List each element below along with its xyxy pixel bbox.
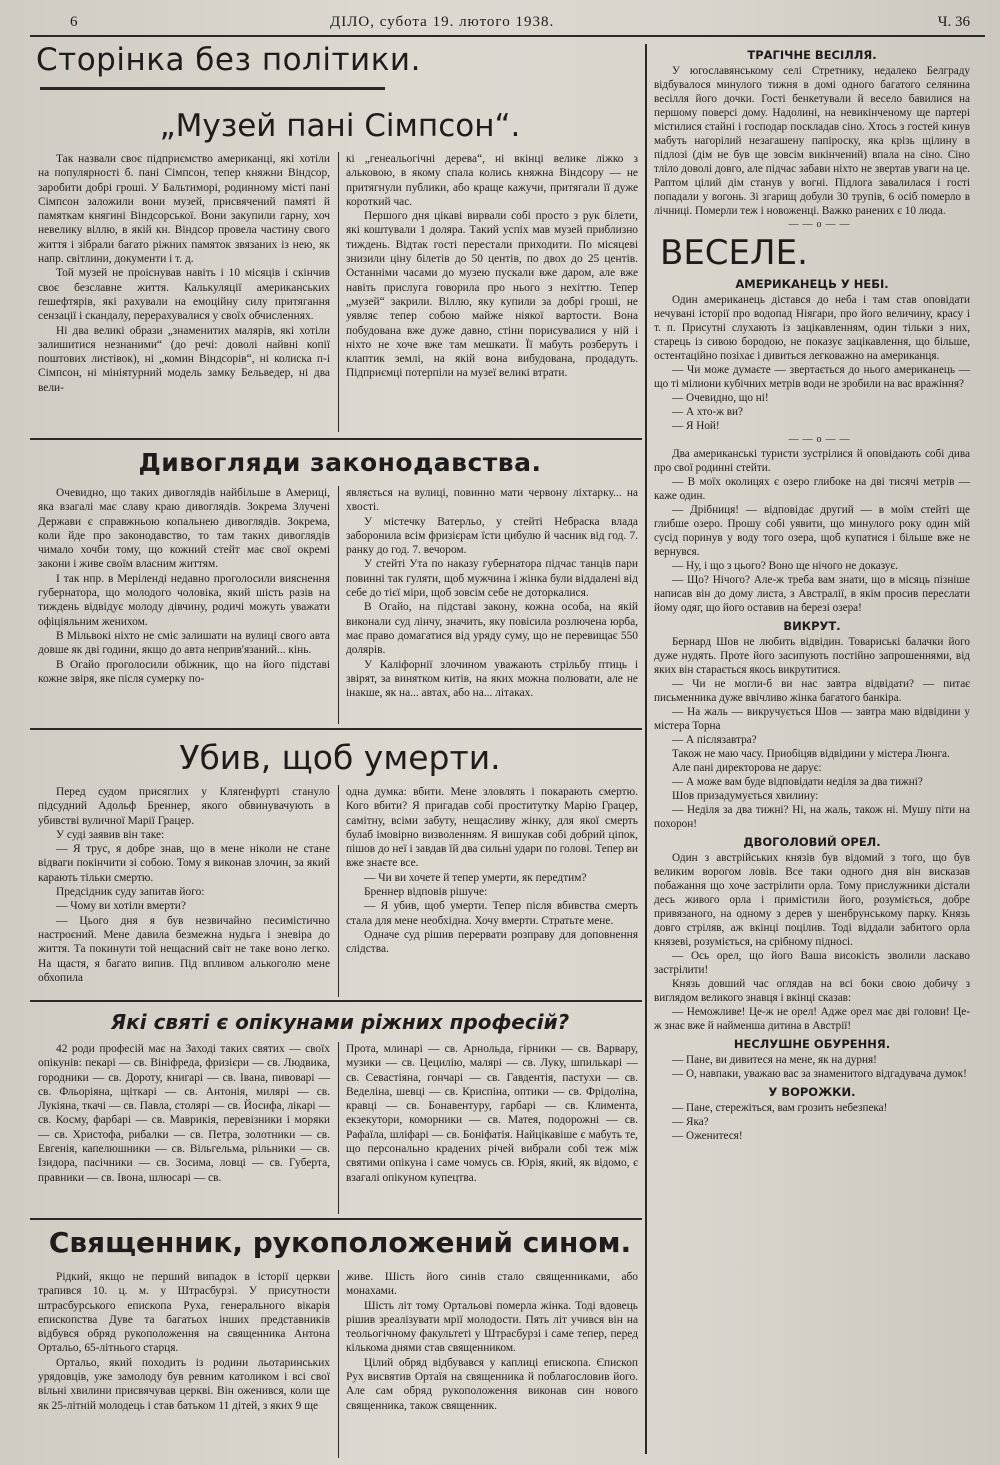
paragraph: — Я убив, щоб умерти. Тепер після вбивства смерть стала для мене необхідна. Хочу вмерти. Стратьте мене.	[346, 900, 638, 927]
paragraph: Першого дня цікаві вирвали собі просто з рук білети, які коштували 1 доляра. Такий успіх мав музей приблизно тиждень. Відтак гості перестали приходити. По місяцеві знизили ціну білетів до 50 центів, по двох до 25 центів. Останніми часами до музею пускали вже даром, але вже навіть прислуга говорила про нього з нехіттю. Тепер „музей“ закрили. Віллю, яку купили за добрі гроші, не уявляє тепер собою майже ніякої вартости. Вона побудована вже дуже давно, стіни порисувалися у ній і ніхто не хоче вже там мешкати. Її мабуть розберуть і клаптик землі, на якій вона вибудована, продадуть. Підприємці потерпіли на музеї великі втрати.	[346, 210, 638, 380]
paragraph: Бреннер відповів рішуче:	[364, 886, 488, 899]
paragraph: — Очевидно, що ні!	[672, 392, 769, 404]
article-title-law: Дивогляди законодавства.	[138, 448, 542, 477]
paragraph: Два американські туристи зустрілися й оповідають собі дива про свої родинні стейти.	[654, 448, 970, 474]
right-column	[654, 44, 970, 1459]
paragraph: — Неможливе! Це-ж не орел! Адже орел має дві голови! Це-ж знає вже й найменша дитина в Австрії!	[654, 1006, 970, 1032]
paragraph: — Пане, ви дивитеся на мене, як на дурня!	[672, 1054, 877, 1066]
article-title-killed: Убив, щоб умерти.	[179, 738, 501, 777]
column-rule	[338, 152, 339, 432]
paragraph: Шов призадумується хвилину:	[672, 790, 819, 802]
separator: ——о——	[788, 219, 854, 230]
article-divider	[30, 438, 642, 440]
saints-col-1	[38, 1042, 330, 1214]
paragraph: Одначе суд рішив перервати розправу для доповнення слідства.	[346, 928, 638, 956]
paragraph: — Я Ной!	[672, 420, 720, 432]
paragraph: — Оженитеся!	[672, 1130, 743, 1142]
column-rule	[338, 486, 339, 724]
wedding-title: ТРАГІЧНЕ ВЕСІЛЛЯ.	[747, 48, 877, 62]
paragraph: Шість літ тому Ортальові померла жінка. Тоді вдовець рішив зреалізувати мрії молодости. Пять літ учився він на теольогічному факультеті у Штрасбурзі і саме тепер, перед кількома днями став священником.	[346, 1299, 638, 1355]
paragraph: — В моїх околицях є озеро глибоке на дві тисячі метрів — каже один.	[654, 476, 970, 502]
issue-number: Ч. 36	[937, 14, 970, 30]
paragraph: В Огайо, на підставі закону, кожна особа, на якій виконали суд лінчу, значить, яку повісила розлючена юрба, має право домагатися від уряду суму, що не перевищає 550 долярів.	[346, 601, 638, 657]
paragraph: кі „генеальогічні дерева“, ні вкінці велике ліжко з альковою, в якому спала колись княжна Віндсору — не притягнули публики, або краще кажучи, притягали її дуже короткий час.	[346, 153, 638, 208]
paragraph: Ні два великі образи „знаменитих малярів, які хотіли залишитися незнаними“ (до речі: доволі найвні копії поштових листівок), ні „комин Віндсорів“, ні колиска п-і Сімпсон, ні мініятурний модель замку Бельведер, ні два вели-	[38, 324, 330, 394]
column-rule	[338, 1270, 339, 1458]
paragraph: — Чи ви хочете й тепер умерти, як передтим?	[364, 871, 587, 884]
paragraph: — Що? Нічого? Але-ж треба вам знати, що в місяць пізніше написав він до дому листа, з Австралії, в якім просив переслати йому одяг, що його оставив на березі озера!	[654, 574, 970, 614]
paragraph: У суді заявив він таке:	[56, 828, 165, 841]
paragraph: 42 роди професій має на Заході таких святих — своїх опікунів: пекарі — св. Вініфреда, фризієри — св. Людвика, городники — св. Дороту, книгарі — св. Івана, пивоварі — св. Фльоріяна, щіткарі — св. Антонія, милярі — св. Лукіяна, ткачі — св. Павла, столярі — св. Йосифа, лікарі — св. Косму, фарбарі — св. Маврикія, перевізники і моряки — св. Христофа, рибалки — св. Петра, золотники — св. Евгенія, капелюшники — св. Вільгельма, рільники — св. Ізидора, пасічники — св. Зосима, ловці — св. Губерта, правники — св. Івона, шлюсарі — св.	[38, 1043, 330, 1184]
impolite-title: НЕСЛУШНЕ ОБУРЕННЯ.	[733, 1037, 891, 1051]
paragraph: Очевидно, що таких дивоглядів найбільше в Америці, яка взагалі має славу краю дивоглядів. Зокрема Злучені Держави є справжньою копальнею дивоглядів. Зокрема, коли йде про законодавство, то там таких дивоглядів чимало хочби тому, що кожний стейт має свої окремі закони і живе своїм власним життям.	[38, 487, 330, 571]
paragraph: — О, навпаки, уважаю вас за знаменитого відгадувача думок!	[672, 1068, 967, 1080]
fortune-title: У ВОРОЖКИ.	[768, 1085, 856, 1099]
priest-col-2	[346, 1270, 638, 1460]
paragraph: Прота, млинарі — св. Арнольда, гірники — св. Варвару, музики — св. Цецилію, малярі — св. Луку, шпилькарі — св. Севастіяна, гончарі — св. Гавдентія, пастухи — св. Веделіна, шевці — св. Криспіна, оптики — св. Фрідоліна, кравці — св. Бонавентуру, гарбарі — св. Климента, екзекутори, коморники — св. Матея, подорожні — св. Рафаїла, шліфарі — св. Боніфатія. Найцікавіше є мабуть те, що персонально крадених річей вибрали собі теж між святими опікуна і саме чомусь св. Юрія, який, як відомо, є взагалі опікуном купецтва.	[346, 1043, 638, 1184]
article-title-saints: Які святі є опікунами ріжних професій?	[110, 1010, 570, 1034]
paragraph: являється на вулиці, повинно мати червону ліхтарку... на хвості.	[346, 487, 638, 514]
paragraph: У югославянському селі Стретнику, недалеко Белграду відбувалося минулого тижня в домі одного багатого селянина весілля його дочки. Гості бенкетували й весело бавилися на першому поверсі дому. Надолині, на невикінченому ще партері містилися стайні і господар поскладав сіно. Хтось з гостей кинув мабуть нагорілий незагашену папіроску, яка крізь щілину в підлозі (дім не був ще зовсім викінчений) впала на сіно. Сіно тліло доволі довго, але підчас забави ніхто не звертав уваги на це. Раптом цілий дім станув у вогні. Підлога завалилася і гості попадали у вогонь. Зі згарищ добули 30 трупів, 6 осіб померло в лічниці. Померли теж і новоженці. Важко ранених є 10 люда.	[654, 65, 970, 217]
paragraph: Але пані директорова не дарує:	[672, 762, 822, 774]
eagle-title: ДВОГОЛОВИЙ ОРЕЛ.	[743, 835, 881, 849]
paragraph: Князь довший час оглядав на всі боки свою добичу з виглядом великого знавця і вкінці сказав:	[654, 978, 970, 1004]
paragraph: В Огайо проголосили обіжник, що на його підставі кожне звіря, яке після сумерку по-	[38, 658, 330, 685]
column-rule	[338, 1042, 339, 1214]
killed-col-1	[38, 785, 330, 997]
paragraph: У стейті Ута по наказу губернатора підчас танців пари повинні так гуляти, щоб мужчина і жінка були віддалені від себе до тієї міри, щоб зовсім себе не доторкалися.	[346, 558, 638, 600]
saints-col-2	[346, 1042, 638, 1214]
shaw-title: ВИКРУТ.	[783, 619, 841, 633]
paragraph: — Неділя за два тижні? Ні, на жаль, також ні. Мушу піти на похорон!	[654, 804, 970, 830]
paragraph: — А може вам буде відповідати неділя за два тижні?	[672, 776, 923, 788]
killed-col-2	[346, 785, 638, 997]
paragraph: Один з австрійських князів був відомий з того, що був великим ворогом ловів. Все таки одного дня він висказав побажання що хоче застрілити орла. Тому прислужники дістали десь живого орла і примістили його, розуміється, добре привязаного, на одному з дерев у шенбрунському парку. Князь довго стріляв, аж вкінці поцілив. Тоді віддали забитого орла князеві, розуміється, на срібному підносі.	[654, 852, 970, 948]
priest-col-1	[38, 1270, 330, 1460]
paragraph: — Яка?	[672, 1116, 709, 1128]
paragraph: — Чому ви хотіли вмерти?	[56, 900, 186, 913]
paragraph: — А післязавтра?	[672, 734, 757, 746]
paragraph: — Ну, і що з цього? Воно ще нічого не доказує.	[672, 560, 899, 572]
paragraph: — Цього дня я був незвичайно песимістично настроєний. Мене давила безмежна нудьга і зневіра до життя. Та покинути той нещасний світ не таке воно легко. На щастя, я багато випив. Під впливом алькоголю мене обхопила	[38, 914, 330, 984]
page-number: 6	[70, 14, 78, 30]
paragraph: Також не маю часу. Приобіцяв відвідини у містера Люнга.	[672, 748, 950, 760]
section-title-underline	[40, 87, 385, 90]
paragraph: Ортальо, який походить із родини льотаринських урядовців, уже замолоду був ревним католиком і всі свої вільні хвилини присвячував церкві. Він оженився, коли ще як 25-літній молодець і став батьком 11 дітей, з яких 9 ще	[38, 1356, 330, 1412]
paragraph: Перед судом присяглих у Кляґенфурті стануло підсудний Адольф Бреннер, якого обвинувачують в убивстві вуличної Марії Грацер.	[38, 786, 330, 827]
paragraph: У Каліфорнії злочином уважають стрільбу птиць і звірят, за винятком китів, на яких можна полювати, але не інакше, як на... автах, або на... літаках.	[346, 658, 638, 700]
paragraph: — Ось орел, що його Ваша високість зволили ласкаво застрілити!	[654, 950, 970, 976]
law-col-1	[38, 486, 330, 724]
paragraph: У містечку Ватерльо, у стейті Небраска влада заборонила всім фризієрам їсти цибулю й часник від год. 7. ранку до год. 7. вечором.	[346, 515, 638, 557]
header-rule	[30, 35, 985, 37]
article-divider	[30, 1000, 642, 1002]
heaven-title: АМЕРИКАНЕЦЬ У НЕБІ.	[735, 277, 889, 291]
column-rule	[338, 785, 339, 997]
paragraph: одна думка: вбити. Мене зловлять і покарають смертю. Кого вбити? Я пригадав собі проститутку Марію Грацер, самітну, всіми забуту, нещасливу жінку, для якої смерть булаб імовірно визволенням. Я вишукав собі добрий ціпок, пішов до неї і завдав їй два сильні удари по голові. Тепер ви вже знаєте все.	[346, 786, 638, 870]
paragraph: — Пане, стережіться, вам грозить небезпека!	[672, 1102, 888, 1114]
paragraph: — На жаль — викручується Шов — завтра маю відвідини у містера Торна	[654, 706, 970, 732]
vesele-heading: ВЕСЕЛЕ.	[660, 233, 808, 273]
paragraph: — Чи не могли-б ви нас завтра відвідати? — питає письменника дуже ввічливо жінка багатого банкіра.	[654, 678, 970, 704]
museum-col-1	[38, 152, 330, 432]
article-divider	[30, 1218, 642, 1220]
section-title: Сторінка без політики.	[36, 42, 421, 78]
museum-col-2	[346, 152, 638, 432]
paragraph: — Дрібниця! — відповідає другий — в моїм стейті ще глибше озеро. Прошу собі уявити, що минулого року один мій сусід поринув у воду того озера, щоб купатися і більше вже не вернувся.	[654, 504, 970, 558]
paragraph: Предсідник суду запитав його:	[56, 886, 205, 899]
separator: ——о——	[788, 434, 854, 445]
masthead: ДІЛО, субота 19. лютого 1938.	[330, 14, 555, 30]
article-title-museum: „Музей пані Сімпсон“.	[159, 108, 521, 144]
article-title-priest: Священник, рукоположений сином.	[48, 1226, 632, 1259]
article-divider	[30, 728, 642, 730]
paragraph: — Чи може думаєте — звертається до нього американець — що ті мілиони кубічних метрів води не зробили на вас вражіння?	[654, 364, 970, 390]
paragraph: Так назвали своє підприємство американці, які хотіли на популярності б. пані Сімпсон, тепер княжни Віндсор, заробити добрі гроші. У Бальтиморі, родинному місті пані Сімпсон заложили вони музей, присвячений памяті й памяткам княгині Віндсорської. Вони закупили гарну, хоч невелику віллю, в якій кн. Віндсор провела частину свого життя і зібрали багато ріжних памяток звязаних із нею, як напр. світлини, документи і т. д.	[38, 153, 330, 266]
paragraph: В Мільвокі ніхто не сміє залишати на вулиці свого авта довше як дві години, якщо до авта неприв'язаний... кінь.	[38, 629, 330, 657]
paragraph: — А хто-ж ви?	[672, 406, 743, 418]
paragraph: Цілий обряд відбувався у каплиці епископа. Єпископ Рух висвятив Ортаїя на священника й поблагословив його. Але сам обряд рукоположення виконав син нового священника, також священник.	[346, 1356, 638, 1412]
column-divider	[645, 44, 647, 1454]
paragraph: Бернард Шов не любить відвідин. Товариські балачки його дуже нудять. Проте його засипують постійно запрошеннями, від яких він старається якось викрутитися.	[654, 636, 970, 676]
paragraph: Рідкий, якщо не перший випадок в історії церкви трапився 10. ц. м. у Штрасбурзі. У присутности штрасбурського епископа Руха, генерального вікарія епископства Дуве та багатьох інших представників відбувся обряд рукоположення на священника Антона Ортальо, 65-літнього старця.	[38, 1271, 330, 1355]
paragraph: І так нпр. в Меріленді недавно проголосили вияснення губернатора, що молодого чоловіка, який шість разів на тиждень відвідує молоду дівчину, родичі можуть уважати офіціяльним женихом.	[38, 572, 330, 628]
paragraph: Один американець дістався до неба і там став оповідати нечувані історії про водопад Ніягари, про його величину, красу і т. п. Присутні слухають із зацікавленням, один тільки з них, старець із сивою бородою, не показує зацікавлення, що більше, остентаційно позіхає і дивиться легковажно на американця.	[654, 294, 970, 362]
paragraph: Той музей не проіснував навіть і 10 місяців і скінчив своє безславне життя. Калькуляції американських ґешефтярів, які рахували на емоційну силу притягання сензації і скандалу, перерахувалися у своїх обчисленнях.	[38, 267, 330, 323]
law-col-2	[346, 486, 638, 724]
paragraph: — Я трус, я добре знав, що в мене ніколи не стане відваги покінчити зі собою. Тому я виконав злочин, за який карають тільки смертю.	[38, 843, 330, 884]
page-header	[30, 12, 980, 34]
paragraph: живе. Шість його синів стало священниками, або монахами.	[346, 1271, 638, 1298]
